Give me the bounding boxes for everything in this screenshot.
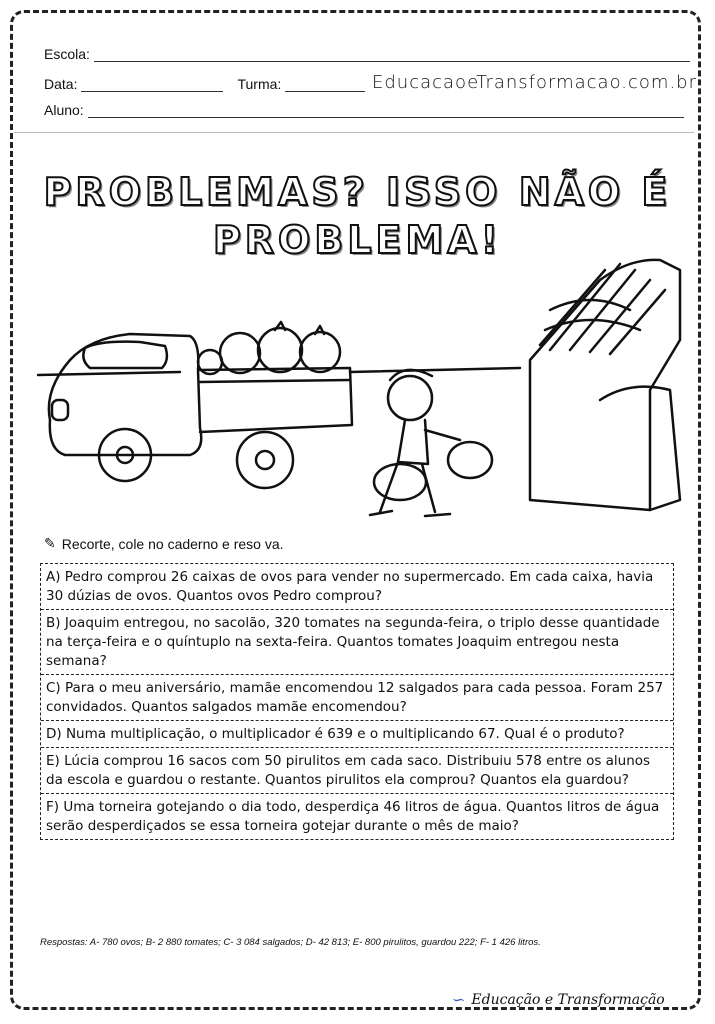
class-label: Turma: bbox=[237, 76, 282, 92]
footer-logo bbox=[452, 990, 665, 1009]
question-f: F) Uma torneira gotejando o dia todo, desperdiça 46 litros de água. Quantos litros de água serão desperdiçados se essa torneira gotejar durante o mês de maio? bbox=[46, 799, 660, 834]
question-b: B) Joaquim entregou, no sacolão, 320 tomates na segunda-feira, o triplo desse quantidade na terça-feira e o quíntuplo na sexta-feira. Quantos tomates Joaquim entregou nesta semana? bbox=[41, 610, 673, 675]
title-line-2: PROBLEMA! bbox=[212, 218, 503, 262]
date-label: Data: bbox=[44, 76, 78, 92]
illustration-truck-boy-house bbox=[30, 250, 690, 530]
site-url: EducacaoeTransformacao.com.br bbox=[372, 72, 697, 93]
question-c: C) Para o meu aniversário, mamãe encomendou 12 salgados para cada pessoa. Foram 257 convidados. Quantos salgados mamãe encomendou? bbox=[41, 675, 673, 721]
date-row bbox=[44, 76, 365, 92]
student-row bbox=[44, 102, 684, 118]
boy-icon bbox=[388, 376, 432, 420]
class-field[interactable] bbox=[285, 77, 365, 92]
school-label: Escola: bbox=[44, 46, 90, 62]
instruction-text: Recorte, cole no caderno e reso va. bbox=[61, 535, 284, 552]
question-d: D) Numa multiplicação, o multiplicador é 639 e o multiplicando 67. Qual é o produto? bbox=[41, 721, 673, 748]
swirl-logo-icon: ∽ bbox=[452, 990, 466, 1009]
truck-icon bbox=[49, 334, 201, 455]
pencil-icon: ✎ bbox=[44, 535, 56, 551]
question-a: A) Pedro comprou 26 caixas de ovos para vender no supermercado. Em cada caixa, havia 30 dúzias de ovos. Quantos ovos Pedro comprou? bbox=[41, 564, 673, 610]
student-label: Aluno: bbox=[44, 102, 84, 118]
school-field[interactable] bbox=[94, 47, 690, 62]
header-separator bbox=[14, 132, 694, 133]
questions-box bbox=[40, 563, 674, 840]
answers: Respostas: A- 780 ovos; B- 2 880 tomates; C- 3 084 salgados; D- 42 813; E- 800 pirulitos, guardou 222; F- 1 426 litros. bbox=[40, 937, 541, 948]
footer-text: Educação e Transformação bbox=[471, 991, 665, 1008]
date-field[interactable] bbox=[81, 77, 223, 92]
instruction bbox=[44, 535, 284, 552]
question-e: E) Lúcia comprou 16 sacos com 50 pirulitos em cada saco. Distribuiu 578 entre os alunos da escola e guardou o restante. Quantos pirulitos ela comprou? Quantos ela guardou? bbox=[41, 748, 673, 794]
student-field[interactable] bbox=[88, 103, 684, 118]
school-row bbox=[44, 46, 690, 62]
title-line-1: PROBLEMAS? ISSO NÃO É bbox=[43, 170, 672, 214]
